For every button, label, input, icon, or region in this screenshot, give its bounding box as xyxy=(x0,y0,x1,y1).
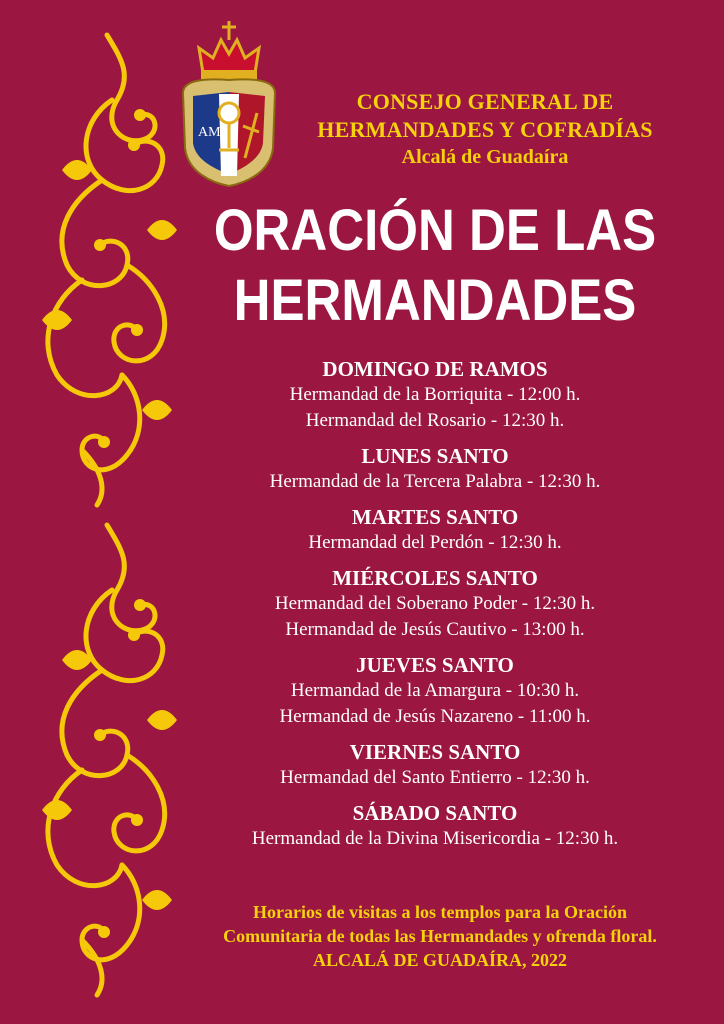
title-line1: ORACIÓN DE LAS xyxy=(213,198,657,263)
day-heading: SÁBADO SANTO xyxy=(352,801,518,825)
day-heading: MARTES SANTO xyxy=(351,505,519,529)
footer-line1: Horarios de visitas a los templos para la Oración xyxy=(253,902,627,922)
title-line2: HERMANDADES xyxy=(233,268,637,333)
footer-line2: Comunitaria de todas las Hermandades y ofrenda floral. xyxy=(223,926,657,946)
footer-line3: ALCALÁ DE GUADAÍRA, 2022 xyxy=(312,950,567,970)
footer-note xyxy=(160,900,720,972)
day-heading: VIERNES SANTO xyxy=(349,740,521,764)
council-header xyxy=(270,88,700,170)
page-title xyxy=(193,196,677,336)
council-city: Alcalá de Guadaíra xyxy=(401,146,569,168)
schedule-list xyxy=(180,356,690,852)
gold-baroque-ornament-top xyxy=(22,30,192,510)
day-heading: DOMINGO DE RAMOS xyxy=(322,357,548,381)
schedule-entry: Hermandad de Jesús Nazareno - 11:00 h. xyxy=(279,706,591,727)
schedule-entry: Hermandad del Perdón - 12:30 h. xyxy=(308,532,562,553)
schedule-entry: Hermandad de la Divina Misericordia - 12:30 h. xyxy=(251,828,619,849)
schedule-entry: Hermandad de la Tercera Palabra - 12:30 h. xyxy=(269,471,601,492)
council-name-line1: CONSEJO GENERAL DE xyxy=(356,89,614,114)
schedule-entry: Hermandad del Santo Entierro - 12:30 h. xyxy=(280,767,590,788)
svg-text:AM: AM xyxy=(198,125,221,140)
council-name-line2: HERMANDADES Y COFRADÍAS xyxy=(317,117,653,142)
schedule-entry: Hermandad de la Borriquita - 12:00 h. xyxy=(289,384,581,405)
day-heading: LUNES SANTO xyxy=(361,444,509,468)
day-heading: MIÉRCOLES SANTO xyxy=(332,566,538,590)
day-heading: JUEVES SANTO xyxy=(356,653,514,677)
schedule-entry: Hermandad de Jesús Cautivo - 13:00 h. xyxy=(285,619,585,640)
council-crest-icon xyxy=(175,18,283,188)
schedule-entry: Hermandad del Soberano Poder - 12:30 h. xyxy=(274,593,596,614)
schedule-entry: Hermandad de la Amargura - 10:30 h. xyxy=(290,680,580,701)
crown-icon xyxy=(199,21,259,79)
schedule-entry: Hermandad del Rosario - 12:30 h. xyxy=(305,410,565,431)
